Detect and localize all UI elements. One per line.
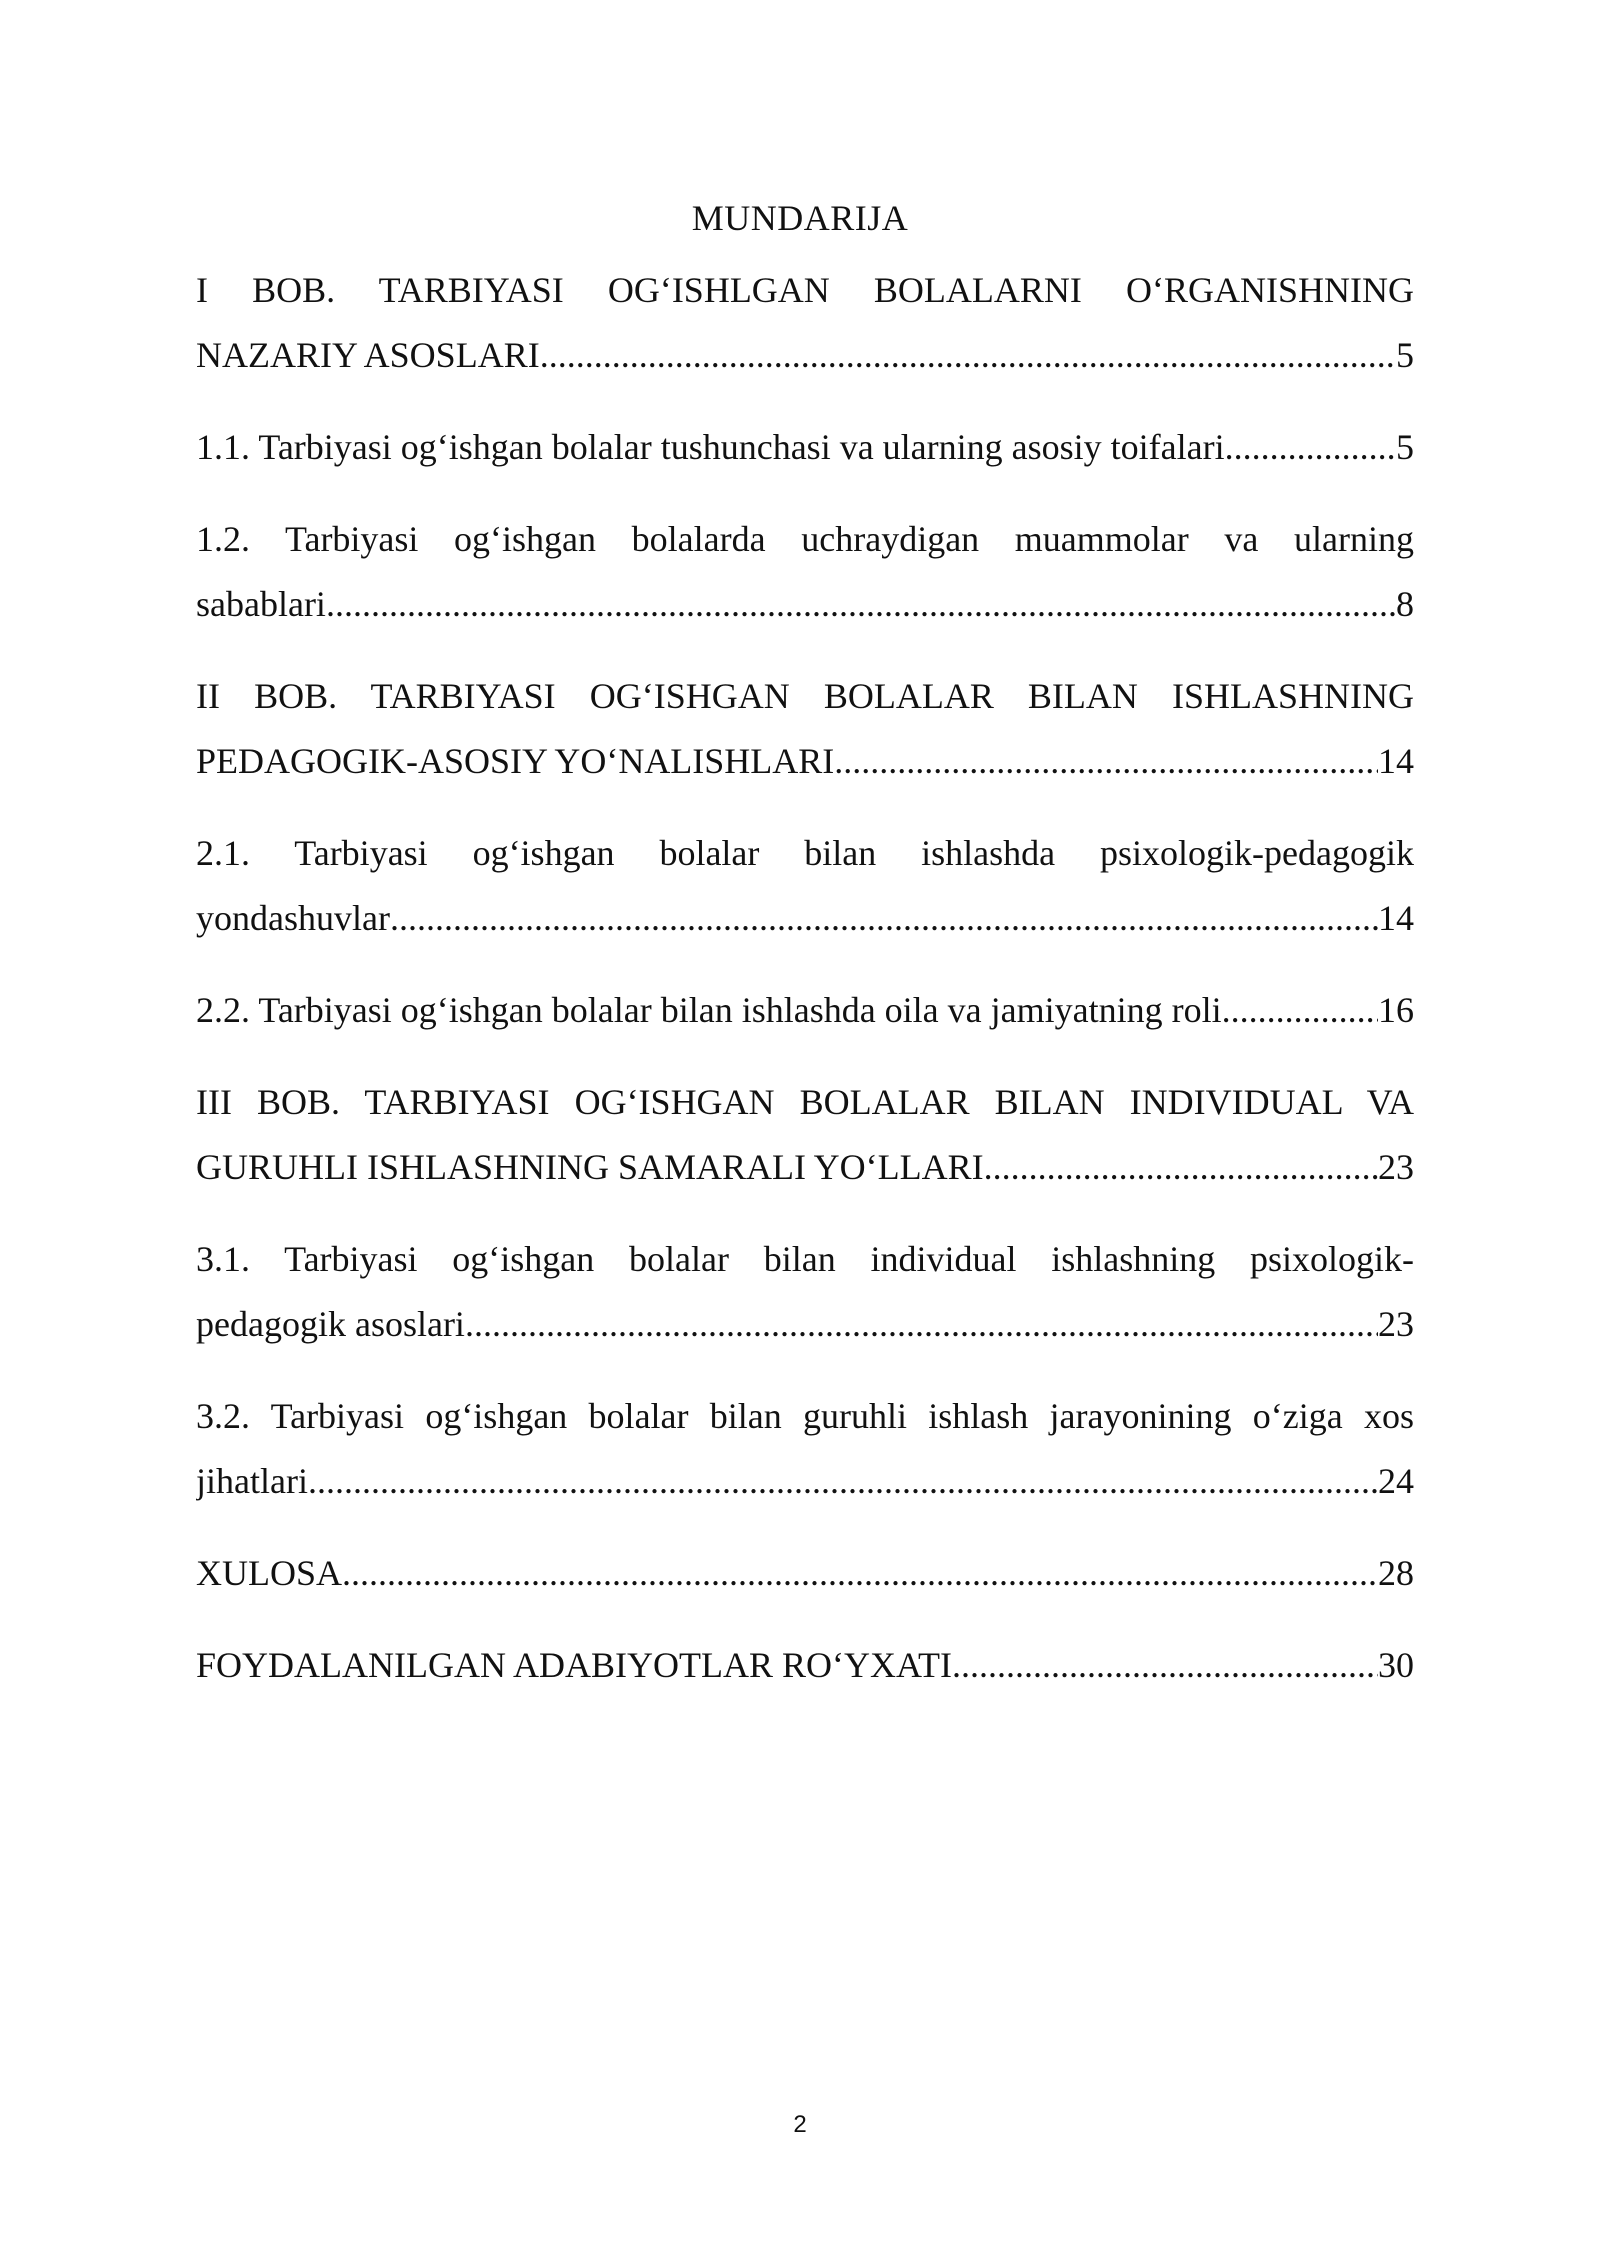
toc-entry-page-number: 5 (1396, 335, 1414, 375)
toc-entry-label: GURUHLI ISHLASHNING SAMARALI YO‘LLARI (196, 1147, 984, 1187)
toc-entry-page-number: 23 (1378, 1304, 1414, 1344)
page-number: 2 (793, 2111, 807, 2138)
toc-entry (196, 415, 1414, 480)
toc-entry-leader-line (196, 415, 1414, 480)
toc-entry-page-number: 24 (1378, 1461, 1414, 1501)
toc-entry-heading-line: 2.1. Tarbiyasi og‘ishgan bolalar bilan ishlashda psixologik-pedagogik (196, 833, 1414, 873)
toc-entry (196, 664, 1414, 794)
toc-entry-leader-line (196, 1292, 1414, 1357)
toc-entry-leader-line (196, 323, 1414, 388)
dot-leader (326, 572, 1396, 637)
dot-leader (952, 1633, 1378, 1698)
dot-leader (834, 729, 1378, 794)
toc-entry (196, 978, 1414, 1043)
toc-entry-leader-line (196, 978, 1414, 1043)
toc-entry-label: FOYDALANILGAN ADABIYOTLAR RO‘YXATI (196, 1645, 952, 1685)
toc-entry-label: 2.2. Tarbiyasi og‘ishgan bolalar bilan ishlashda oila va jamiyatning roli (196, 990, 1222, 1030)
toc-entry-label: pedagogik asoslari (196, 1304, 465, 1344)
toc-entry-heading-line: I BOB. TARBIYASI OG‘ISHLGAN BOLALARNI O‘RGANISHNING (196, 270, 1414, 310)
toc-entry-page-number: 23 (1378, 1147, 1414, 1187)
toc-entry-leader-line (196, 886, 1414, 951)
toc-entry-label: sabablari (196, 584, 326, 624)
toc-entry (196, 1384, 1414, 1514)
toc-entry-page-number: 14 (1378, 898, 1414, 938)
toc-entry (196, 1633, 1414, 1698)
toc-entry (196, 507, 1414, 637)
toc-entry-label: yondashuvlar (196, 898, 390, 938)
dot-leader (465, 1292, 1378, 1357)
dot-leader (984, 1135, 1378, 1200)
toc-entry-label: PEDAGOGIK-ASOSIY YO‘NALISHLARI (196, 741, 835, 781)
toc-entry-label: 1.1. Tarbiyasi og‘ishgan bolalar tushunchasi va ularning asosiy toifalari (196, 427, 1225, 467)
toc-entry-page-number: 8 (1396, 584, 1414, 624)
dot-leader (1222, 978, 1378, 1043)
toc-entry-leader-line (196, 1541, 1414, 1606)
toc-entry-leader-line (196, 1633, 1414, 1698)
toc-entry-label: NAZARIY ASOSLARI (196, 335, 540, 375)
toc-entry-page-number: 5 (1396, 427, 1414, 467)
dot-leader (1225, 415, 1396, 480)
toc-entry-heading-line: 3.2. Tarbiyasi og‘ishgan bolalar bilan guruhli ishlash jarayonining o‘ziga xos (196, 1396, 1414, 1436)
toc-entry-page-number: 14 (1378, 741, 1414, 781)
toc-entry (196, 1227, 1414, 1357)
toc-entry-heading-line: II BOB. TARBIYASI OG‘ISHGAN BOLALAR BILAN ISHLASHNING (196, 676, 1414, 716)
page-title: MUNDARIJA (691, 198, 909, 238)
toc-entry (196, 258, 1414, 388)
dot-leader (342, 1541, 1378, 1606)
toc-entry-leader-line (196, 729, 1414, 794)
toc-entry-leader-line (196, 1135, 1414, 1200)
toc-entry-heading-line: 1.2. Tarbiyasi og‘ishgan bolalarda uchraydigan muammolar va ularning (196, 519, 1414, 559)
toc-entry (196, 1541, 1414, 1606)
toc-entry-heading-line: 3.1. Tarbiyasi og‘ishgan bolalar bilan individual ishlashning psixologik- (196, 1239, 1414, 1279)
table-of-contents (196, 258, 1414, 1725)
toc-entry-leader-line (196, 1449, 1414, 1514)
toc-entry-page-number: 28 (1378, 1553, 1414, 1593)
toc-entry (196, 821, 1414, 951)
dot-leader (390, 886, 1378, 951)
dot-leader (540, 323, 1396, 388)
toc-entry-page-number: 16 (1378, 990, 1414, 1030)
toc-entry-heading-line: III BOB. TARBIYASI OG‘ISHGAN BOLALAR BILAN INDIVIDUAL VA (196, 1082, 1414, 1122)
toc-entry-label: XULOSA (196, 1553, 343, 1593)
toc-entry (196, 1070, 1414, 1200)
toc-entry-label: jihatlari (196, 1461, 308, 1501)
toc-entry-page-number: 30 (1378, 1645, 1414, 1685)
dot-leader (308, 1449, 1378, 1514)
toc-entry-leader-line (196, 572, 1414, 637)
